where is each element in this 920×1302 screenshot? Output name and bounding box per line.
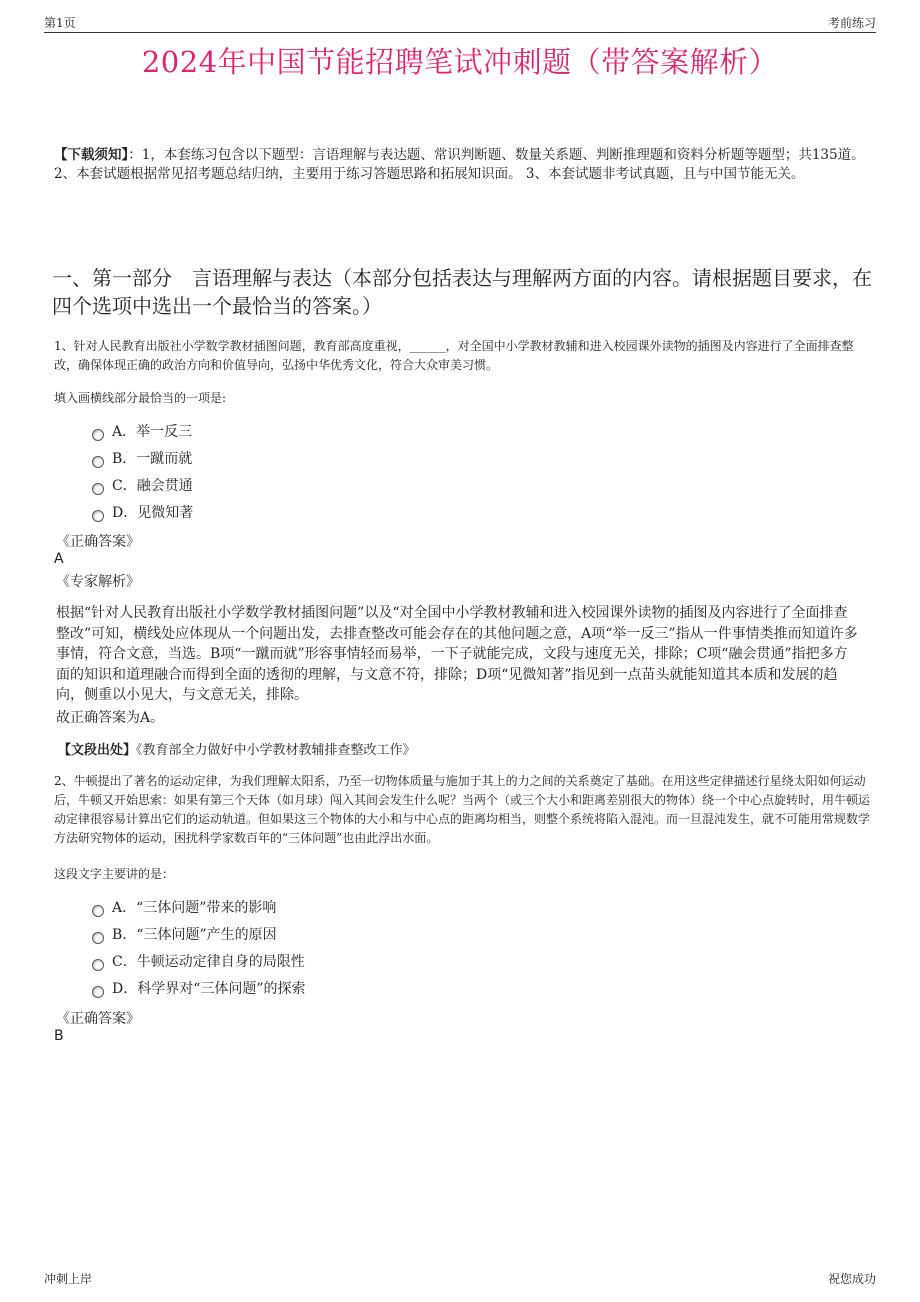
option-label: A．“三体问题”带来的影响	[112, 900, 277, 916]
option-label: C．牛顿运动定律自身的局限性	[112, 954, 305, 970]
question-2-option-a[interactable]	[92, 898, 276, 918]
radio-icon[interactable]	[92, 905, 104, 917]
page-header	[44, 12, 876, 33]
question-2-option-d[interactable]	[92, 979, 306, 999]
question-2-prompt: 这段文字主要讲的是：	[54, 867, 175, 881]
question-2-option-c[interactable]	[92, 952, 305, 972]
question-2-option-b[interactable]	[92, 925, 277, 945]
question-1-source	[58, 739, 416, 758]
notice-text: ：1，本套练习包含以下题型：言语理解与表达题、常识判断题、数量关系题、判断推理题和资料分析题等题型；共135道。 2、本套试题根据常见招考题总结归纳，主要用于练习答题思路和拓展知识面。 3、本套试题非考试真题，且与中国节能无关。	[54, 147, 865, 182]
question-1-analysis: 根据“针对人民教育出版社小学数学教材插图问题”以及“对全国中小学教材教辅和进入校园课外读物的插图及内容进行了全面排查整改”可知，横线处应体现从一个问题出发，去排查整改可能会存在的其他问题之意，A项“举一反三”指从一件事情类推而知道许多事情，符合文意，当选。B项“一蹴而就”形容事情轻而易举，一下子就能完成，文段与速度无关，排除；C项“融会贯通”指把多方面的知识和道理融合而得到全面的透彻的理解，与文意不符，排除；D项“见微知著”指见到一点苗头就能知道其本质和发展的趋向，侧重以小见大，与文意无关，排除。	[56, 605, 858, 703]
question-1-answer: A	[54, 551, 64, 567]
question-2-text: 2、牛顿提出了著名的运动定律，为我们理解太阳系，乃至一切物体质量与施加于其上的力之间的关系奠定了基础。在用这些定律描述行星绕太阳如何运动后，牛顿又开始思索：如果有第三个天体（如月球）闯入其间会发生什么呢？当两个（或三个大小和距离差别很大的物体）绕一个中心点旋转时，用牛顿运动定律很容易计算出它们的运动轨道。但如果这三个物体的大小和与中心点的距离均相当，则整个系统将陷入混沌。而一旦混沌发生，就不可能用常规数学方法研究物体的运动，困扰科学家数百年的“三体问题”也由此浮出水面。	[54, 774, 871, 845]
question-1-prompt: 填入画横线部分最恰当的一项是:	[54, 391, 227, 405]
option-label: A．举一反三	[112, 424, 193, 440]
page-number: 第1页	[44, 16, 76, 30]
option-label: B．一蹴而就	[112, 451, 193, 467]
question-2-answer-label: 《正确答案》	[56, 1011, 140, 1027]
document-title: 2024年中国节能招聘笔试冲刺题（带答案解析）	[141, 45, 779, 79]
option-label: D．科学界对“三体问题”的探索	[112, 981, 306, 997]
question-2-answer: B	[54, 1028, 64, 1044]
download-notice	[54, 146, 874, 184]
radio-icon[interactable]	[92, 986, 104, 998]
radio-icon[interactable]	[92, 456, 104, 468]
section-heading: 一、第一部分 言语理解与表达（本部分包括表达与理解两方面的内容。请根据题目要求，在四个选项中选出一个最恰当的答案。）	[52, 266, 872, 318]
question-1-option-b[interactable]	[92, 449, 192, 469]
question-1-text: 1、针对人民教育出版社小学数学教材插图问题，教育部高度重视，______，对全国中小学教材教辅和进入校园课外读物的插图及内容进行了全面排查整改，确保体现正确的政治方向和价值导向，弘扬中华优秀文化，符合大众审美习惯。	[54, 339, 854, 372]
footer-right: 祝您成功	[827, 1272, 876, 1286]
radio-icon[interactable]	[92, 510, 104, 522]
question-1-conclusion: 故正确答案为A。	[56, 710, 165, 726]
option-label: B．“三体问题”产生的原因	[112, 927, 277, 943]
question-1-option-a[interactable]	[92, 422, 192, 442]
source-key: 【文段出处】	[58, 743, 137, 758]
question-1-option-d[interactable]	[92, 503, 193, 523]
notice-key: 【下载须知】	[54, 147, 129, 163]
header-label: 考前练习	[827, 16, 876, 30]
radio-icon[interactable]	[92, 429, 104, 441]
radio-icon[interactable]	[92, 483, 104, 495]
option-label: C．融会贯通	[112, 478, 193, 494]
option-label: D．见微知著	[112, 505, 194, 521]
question-1-answer-label: 《正确答案》	[56, 534, 140, 550]
radio-icon[interactable]	[92, 959, 104, 971]
source-title: 《教育部全力做好中小学教材教辅排查整改工作》	[136, 743, 416, 758]
question-1-option-c[interactable]	[92, 476, 193, 496]
radio-icon[interactable]	[92, 932, 104, 944]
footer-left: 冲刺上岸	[44, 1272, 93, 1286]
question-1-analysis-label: 《专家解析》	[56, 574, 140, 590]
